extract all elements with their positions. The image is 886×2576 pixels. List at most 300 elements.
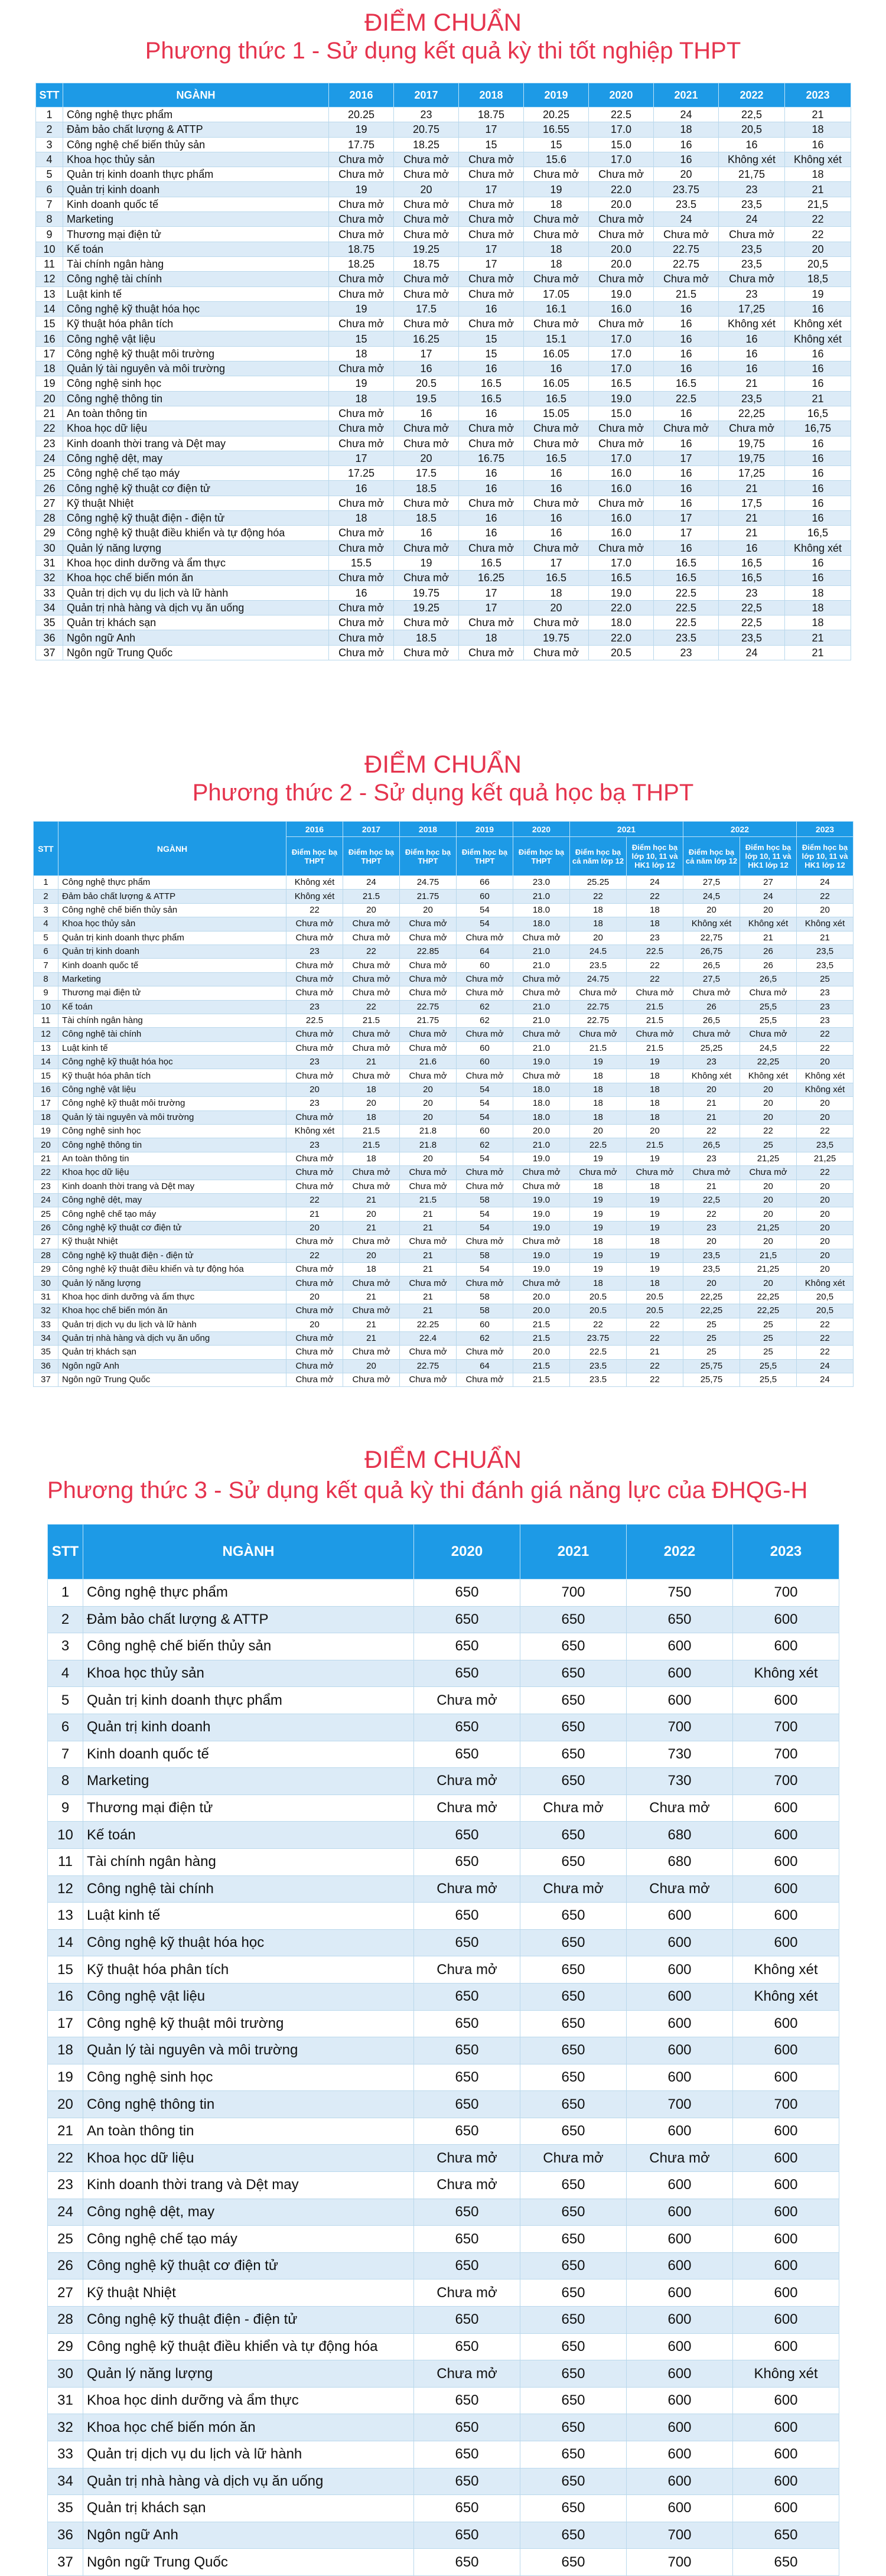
table-cell: 750 bbox=[627, 1580, 733, 1607]
table-cell: Chưa mở bbox=[329, 436, 394, 451]
table-cell: 600 bbox=[733, 2118, 839, 2145]
table-cell: 19 bbox=[570, 1193, 627, 1207]
table-cell: 650 bbox=[414, 1903, 520, 1930]
table-cell: 19.25 bbox=[394, 242, 459, 256]
table-cell: 600 bbox=[627, 1660, 733, 1687]
table-2-header-subcolumn: Điểm học bạ lớp 10, 11 và HK1 lớp 12 bbox=[740, 837, 797, 876]
table-cell: 32 bbox=[36, 571, 63, 585]
major-name-cell: Quản trị kinh doanh thực phẩm bbox=[83, 1687, 414, 1714]
table-cell: Chưa mở bbox=[513, 1166, 570, 1180]
table-row bbox=[48, 2387, 839, 2414]
major-name-cell: Công nghệ kỹ thuật hóa học bbox=[83, 1929, 414, 1956]
table-cell: Chưa mở bbox=[513, 931, 570, 945]
table-cell: 22.5 bbox=[286, 1014, 343, 1027]
major-name-cell: Quản trị kinh doanh bbox=[63, 182, 329, 197]
table-cell: 28 bbox=[48, 2307, 83, 2334]
table-cell: Không xét bbox=[785, 331, 851, 346]
table-cell: 20 bbox=[48, 2091, 83, 2118]
table-cell: 20,5 bbox=[797, 1290, 854, 1304]
table-cell: 600 bbox=[733, 2468, 839, 2495]
table-cell: 650 bbox=[520, 2172, 627, 2199]
table-cell: 20 bbox=[683, 1235, 740, 1249]
table-cell: 3 bbox=[48, 1633, 83, 1660]
table-cell: 15 bbox=[459, 137, 524, 152]
table-cell: 10 bbox=[36, 242, 63, 256]
table-cell: 16.0 bbox=[589, 481, 654, 496]
table-cell: 26,5 bbox=[683, 1138, 740, 1152]
table-row bbox=[34, 1318, 854, 1331]
table-row bbox=[36, 645, 851, 660]
section-3-subtitle: Phương thức 3 - Sử dụng kết quả kỳ thi đánh giá năng lực của ĐHQG-H bbox=[47, 1477, 808, 1503]
table-cell: 16 bbox=[785, 362, 851, 376]
table-cell: 600 bbox=[733, 2441, 839, 2468]
table-cell: 5 bbox=[48, 1687, 83, 1714]
table-cell: 30 bbox=[48, 2360, 83, 2388]
table-cell: 650 bbox=[520, 1983, 627, 2010]
table-row bbox=[36, 362, 851, 376]
major-name-cell: Công nghệ kỹ thuật cơ điện tử bbox=[58, 1221, 286, 1235]
major-name-cell: Công nghệ tài chính bbox=[63, 272, 329, 286]
table-cell: Chưa mở bbox=[394, 272, 459, 286]
table-cell: 27,5 bbox=[683, 876, 740, 890]
major-name-cell: Quản trị nhà hàng và dịch vụ ăn uống bbox=[58, 1331, 286, 1345]
table-cell: 18 bbox=[570, 917, 627, 931]
table-cell: 15 bbox=[34, 1069, 58, 1083]
table-cell: 18 bbox=[329, 511, 394, 526]
table-method-2 bbox=[33, 821, 854, 1387]
table-cell: 650 bbox=[520, 1633, 627, 1660]
table-method-1 bbox=[35, 83, 851, 660]
table-cell: Chưa mở bbox=[459, 167, 524, 182]
table-row bbox=[34, 1041, 854, 1055]
table-cell: 18 bbox=[570, 1097, 627, 1110]
table-row bbox=[48, 2252, 839, 2279]
table-cell: 23 bbox=[719, 286, 785, 301]
table-cell: Chưa mở bbox=[329, 227, 394, 242]
table-cell: 30 bbox=[36, 540, 63, 555]
table-cell: 24 bbox=[654, 108, 719, 122]
table-cell: 650 bbox=[520, 2091, 627, 2118]
table-cell: 650 bbox=[414, 2468, 520, 2495]
table-cell: 25 bbox=[740, 1318, 797, 1331]
table-row bbox=[48, 2010, 839, 2037]
table-cell: 13 bbox=[34, 1041, 58, 1055]
table-row bbox=[34, 876, 854, 890]
table-cell: 25.25 bbox=[570, 876, 627, 890]
table-cell: Chưa mở bbox=[343, 1304, 400, 1318]
table-cell: 19.0 bbox=[513, 1056, 570, 1069]
major-name-cell: Khoa học dữ liệu bbox=[63, 421, 329, 436]
table-row bbox=[34, 1110, 854, 1124]
table-cell: Chưa mở bbox=[286, 959, 343, 972]
table-row bbox=[36, 526, 851, 540]
table-cell: Chưa mở bbox=[329, 645, 394, 660]
table-cell: 21.5 bbox=[343, 890, 400, 903]
table-cell: 17.0 bbox=[589, 331, 654, 346]
table-cell: 25,75 bbox=[683, 1359, 740, 1373]
table-cell: 19.0 bbox=[589, 391, 654, 406]
table-cell: 15 bbox=[48, 1956, 83, 1984]
table-cell: 680 bbox=[627, 1822, 733, 1849]
table-cell: Không xét bbox=[733, 1983, 839, 2010]
table-cell: 650 bbox=[520, 2549, 627, 2576]
table-row bbox=[36, 511, 851, 526]
table-cell: 8 bbox=[48, 1768, 83, 1795]
table-cell: 23 bbox=[683, 1056, 740, 1069]
table-cell: 16.1 bbox=[524, 301, 589, 316]
section-3-title: ĐIỂM CHUẨN bbox=[364, 1445, 522, 1473]
table-cell: 20 bbox=[797, 1110, 854, 1124]
table-cell: 23 bbox=[719, 182, 785, 197]
table-row bbox=[36, 182, 851, 197]
table-cell: 20 bbox=[797, 1221, 854, 1235]
table-cell: 20 bbox=[286, 1221, 343, 1235]
table-cell: Chưa mở bbox=[343, 1166, 400, 1180]
table-cell: 18 bbox=[785, 122, 851, 137]
table-cell: Chưa mở bbox=[414, 1795, 520, 1822]
table-cell: 9 bbox=[48, 1795, 83, 1822]
major-name-cell: Công nghệ kỹ thuật điện - điện tử bbox=[58, 1249, 286, 1262]
table-cell: 20 bbox=[683, 1083, 740, 1096]
table-cell: 18 bbox=[36, 362, 63, 376]
table-3-header-row bbox=[48, 1525, 839, 1580]
table-cell: 16 bbox=[719, 137, 785, 152]
table-cell: 20,5 bbox=[785, 256, 851, 271]
major-name-cell: Công nghệ chế biến thủy sản bbox=[83, 1633, 414, 1660]
table-row bbox=[48, 2468, 839, 2495]
table-cell: 20 bbox=[394, 451, 459, 465]
table-cell: 20 bbox=[740, 1083, 797, 1096]
section-2-subtitle: Phương thức 2 - Sử dụng kết quả học bạ THPT bbox=[192, 780, 694, 806]
table-cell: 24 bbox=[797, 876, 854, 890]
table-cell: 16 bbox=[785, 137, 851, 152]
table-cell: 20 bbox=[286, 1290, 343, 1304]
table-cell: 19.75 bbox=[524, 630, 589, 645]
table-cell: 650 bbox=[520, 2387, 627, 2414]
table-cell: 600 bbox=[733, 2414, 839, 2441]
table-cell: 21 bbox=[400, 1304, 457, 1318]
table-cell: 19 bbox=[329, 301, 394, 316]
table-cell: 18 bbox=[627, 903, 683, 917]
major-name-cell: Kế toán bbox=[83, 1822, 414, 1849]
table-cell: Chưa mở bbox=[414, 1768, 520, 1795]
table-cell: 21.5 bbox=[343, 1125, 400, 1138]
table-cell: 24.5 bbox=[570, 945, 627, 958]
table-cell: 22,25 bbox=[719, 406, 785, 421]
table-cell: 20 bbox=[740, 1180, 797, 1193]
table-cell: 18.5 bbox=[394, 630, 459, 645]
table-cell: 24.75 bbox=[400, 876, 457, 890]
table-cell: 23 bbox=[797, 1000, 854, 1014]
table-row bbox=[48, 2360, 839, 2388]
table-cell: 23.5 bbox=[654, 197, 719, 211]
table-cell: 22,5 bbox=[719, 600, 785, 615]
table-cell: 21 bbox=[683, 1180, 740, 1193]
table-cell: 650 bbox=[733, 2522, 839, 2549]
major-name-cell: Công nghệ vật liệu bbox=[58, 1083, 286, 1096]
table-cell: 20.0 bbox=[513, 1125, 570, 1138]
table-cell: 16 bbox=[785, 555, 851, 570]
table-cell: Chưa mở bbox=[343, 1373, 400, 1387]
table-2-header-year: 2022 bbox=[683, 822, 797, 837]
table-cell: 21.5 bbox=[400, 1193, 457, 1207]
table-cell: 21 bbox=[343, 1290, 400, 1304]
table-cell: 18.0 bbox=[513, 917, 570, 931]
table-cell: 16,5 bbox=[719, 555, 785, 570]
table-cell: 600 bbox=[733, 1822, 839, 1849]
table-row bbox=[48, 2199, 839, 2226]
table-cell: 22 bbox=[570, 890, 627, 903]
table-cell: Chưa mở bbox=[286, 1346, 343, 1359]
table-cell: 20 bbox=[797, 1193, 854, 1207]
table-row bbox=[48, 1822, 839, 1849]
table-cell: 20 bbox=[740, 903, 797, 917]
table-cell: 24 bbox=[343, 876, 400, 890]
table-row bbox=[36, 227, 851, 242]
table-cell: 21.0 bbox=[513, 1000, 570, 1014]
table-cell: 2 bbox=[34, 890, 58, 903]
table-cell: 23 bbox=[797, 1014, 854, 1027]
table-cell: Không xét bbox=[797, 1069, 854, 1083]
table-cell: 600 bbox=[627, 2279, 733, 2307]
table-cell: 19.0 bbox=[589, 286, 654, 301]
table-cell: 20 bbox=[740, 1193, 797, 1207]
table-cell: 16 bbox=[459, 301, 524, 316]
table-cell: 22 bbox=[627, 972, 683, 986]
table-cell: 600 bbox=[627, 2307, 733, 2334]
major-name-cell: Công nghệ sinh học bbox=[83, 2064, 414, 2091]
major-name-cell: Thương mại điện tử bbox=[58, 986, 286, 1000]
table-cell: 20.5 bbox=[394, 376, 459, 391]
table-cell: Chưa mở bbox=[719, 421, 785, 436]
major-name-cell: Quản trị khách sạn bbox=[83, 2495, 414, 2522]
table-cell: 25,75 bbox=[683, 1373, 740, 1387]
table-cell: 17.0 bbox=[589, 152, 654, 167]
table-2-header-subcolumn: Điểm học bạ cả năm lớp 12 bbox=[570, 837, 627, 876]
table-cell: 22.25 bbox=[400, 1318, 457, 1331]
table-2-header-year: 2020 bbox=[513, 822, 570, 837]
table-cell: 26 bbox=[740, 945, 797, 958]
table-row bbox=[48, 1848, 839, 1875]
table-cell: 700 bbox=[627, 2549, 733, 2576]
table-cell: 22 bbox=[343, 945, 400, 958]
table-row bbox=[36, 466, 851, 481]
table-cell: 23.0 bbox=[513, 876, 570, 890]
major-name-cell: Quản trị khách sạn bbox=[58, 1346, 286, 1359]
table-cell: 650 bbox=[520, 1741, 627, 1768]
table-cell: Chưa mở bbox=[400, 1346, 457, 1359]
table-cell: Chưa mở bbox=[513, 986, 570, 1000]
table-row bbox=[34, 1249, 854, 1262]
major-name-cell: Công nghệ tài chính bbox=[83, 1875, 414, 1903]
table-cell: 600 bbox=[627, 1929, 733, 1956]
table-cell: 23,5 bbox=[683, 1262, 740, 1276]
major-name-cell: Luật kinh tế bbox=[58, 1041, 286, 1055]
table-cell: 21 bbox=[785, 108, 851, 122]
table-cell: 600 bbox=[733, 2226, 839, 2253]
table-cell: 16 bbox=[524, 526, 589, 540]
table-cell: 19.0 bbox=[513, 1207, 570, 1221]
table-cell: 17 bbox=[329, 451, 394, 465]
major-name-cell: Quản trị kinh doanh bbox=[58, 945, 286, 958]
table-cell: 3 bbox=[36, 137, 63, 152]
table-cell: 16.5 bbox=[459, 555, 524, 570]
table-row bbox=[36, 555, 851, 570]
table-cell: 21 bbox=[400, 1290, 457, 1304]
table-cell: 25 bbox=[48, 2226, 83, 2253]
table-cell: 29 bbox=[48, 2333, 83, 2360]
table-cell: Chưa mở bbox=[343, 1180, 400, 1193]
table-row bbox=[36, 108, 851, 122]
table-cell: 18 bbox=[34, 1110, 58, 1124]
table-cell: Chưa mở bbox=[524, 540, 589, 555]
table-cell: 23.5 bbox=[654, 630, 719, 645]
table-cell: Chưa mở bbox=[329, 406, 394, 421]
table-row bbox=[34, 1152, 854, 1165]
table-cell: 600 bbox=[733, 2279, 839, 2307]
section-method-2 bbox=[0, 738, 886, 1418]
table-cell: 650 bbox=[733, 2549, 839, 2576]
major-name-cell: Luật kinh tế bbox=[63, 286, 329, 301]
table-cell: 23 bbox=[34, 1180, 58, 1193]
table-cell: 54 bbox=[457, 1152, 513, 1165]
table-cell: 600 bbox=[627, 1903, 733, 1930]
major-name-cell: Quản trị nhà hàng và dịch vụ ăn uống bbox=[83, 2468, 414, 2495]
major-name-cell: Kinh doanh quốc tế bbox=[58, 959, 286, 972]
major-name-cell: Ngôn ngữ Trung Quốc bbox=[63, 645, 329, 660]
table-cell: 21.0 bbox=[513, 1138, 570, 1152]
table-cell: 21,25 bbox=[740, 1262, 797, 1276]
table-cell: 20.0 bbox=[513, 1346, 570, 1359]
table-cell: 18 bbox=[785, 585, 851, 600]
table-cell: 18 bbox=[785, 167, 851, 182]
table-cell: 23 bbox=[654, 645, 719, 660]
table-cell: 20.0 bbox=[589, 197, 654, 211]
table-cell: 650 bbox=[414, 1606, 520, 1633]
table-row bbox=[48, 2414, 839, 2441]
table-cell: Chưa mở bbox=[457, 1276, 513, 1290]
table-cell: 650 bbox=[520, 1660, 627, 1687]
table-cell: Chưa mở bbox=[457, 1069, 513, 1083]
major-name-cell: Công nghệ kỹ thuật môi trường bbox=[58, 1097, 286, 1110]
table-cell: 600 bbox=[627, 2037, 733, 2064]
table-cell: Chưa mở bbox=[740, 1166, 797, 1180]
major-name-cell: Ngôn ngữ Trung Quốc bbox=[58, 1373, 286, 1387]
table-cell: 21.5 bbox=[627, 1041, 683, 1055]
table-cell: 36 bbox=[36, 630, 63, 645]
major-name-cell: An toàn thông tin bbox=[58, 1152, 286, 1165]
major-name-cell: Quản trị khách sạn bbox=[63, 615, 329, 630]
table-row bbox=[48, 2091, 839, 2118]
major-name-cell: Luật kinh tế bbox=[83, 1903, 414, 1930]
table-cell: 31 bbox=[34, 1290, 58, 1304]
table-row bbox=[34, 986, 854, 1000]
table-cell: 600 bbox=[627, 2360, 733, 2388]
table-row bbox=[36, 540, 851, 555]
major-name-cell: Công nghệ kỹ thuật môi trường bbox=[63, 346, 329, 361]
table-cell: 60 bbox=[457, 959, 513, 972]
table-cell: 22,5 bbox=[683, 1193, 740, 1207]
table-cell: 31 bbox=[36, 555, 63, 570]
table-cell: Chưa mở bbox=[570, 1166, 627, 1180]
table-cell: 22 bbox=[797, 1166, 854, 1180]
table-row bbox=[48, 2333, 839, 2360]
table-cell: 16.0 bbox=[589, 526, 654, 540]
table-cell: Chưa mở bbox=[343, 1069, 400, 1083]
table-2-header-subcolumn: Điểm học bạ THPT bbox=[286, 837, 343, 876]
table-cell: 33 bbox=[36, 585, 63, 600]
major-name-cell: Khoa học dinh dưỡng và ẩm thực bbox=[63, 555, 329, 570]
table-cell: 20 bbox=[400, 1152, 457, 1165]
table-cell: 26,5 bbox=[740, 972, 797, 986]
table-cell: Chưa mở bbox=[394, 615, 459, 630]
table-cell: 20 bbox=[797, 903, 854, 917]
table-cell: Chưa mở bbox=[520, 2145, 627, 2172]
table-cell: Không xét bbox=[740, 1069, 797, 1083]
table-cell: 22.0 bbox=[589, 182, 654, 197]
table-cell: 650 bbox=[414, 2307, 520, 2334]
table-cell: 650 bbox=[520, 2226, 627, 2253]
table-cell: Chưa mở bbox=[524, 615, 589, 630]
table-cell: 650 bbox=[520, 2037, 627, 2064]
table-cell: 29 bbox=[34, 1262, 58, 1276]
table-cell: 16 bbox=[654, 496, 719, 510]
table-cell: 24 bbox=[48, 2199, 83, 2226]
table-cell: 26,5 bbox=[683, 1014, 740, 1027]
table-cell: 650 bbox=[414, 1660, 520, 1687]
table-cell: 35 bbox=[36, 615, 63, 630]
table-cell: 18 bbox=[627, 1180, 683, 1193]
table-cell: 18.0 bbox=[513, 1110, 570, 1124]
table-cell: Chưa mở bbox=[457, 972, 513, 986]
table-cell: 16 bbox=[654, 436, 719, 451]
table-cell: 26 bbox=[34, 1221, 58, 1235]
table-cell: Chưa mở bbox=[343, 1235, 400, 1249]
table-cell: Chưa mở bbox=[654, 227, 719, 242]
major-name-cell: Khoa học thủy sản bbox=[63, 152, 329, 167]
table-cell: 17.05 bbox=[524, 286, 589, 301]
major-name-cell: Công nghệ thông tin bbox=[83, 2091, 414, 2118]
table-cell: Chưa mở bbox=[457, 1346, 513, 1359]
table-cell: 650 bbox=[414, 1714, 520, 1741]
table-cell: 9 bbox=[36, 227, 63, 242]
table-3-header-cell: NGÀNH bbox=[83, 1525, 414, 1580]
table-cell: 17 bbox=[459, 256, 524, 271]
table-cell: Chưa mở bbox=[394, 227, 459, 242]
table-row bbox=[36, 376, 851, 391]
table-cell: 22,75 bbox=[683, 931, 740, 945]
table-cell: 19.0 bbox=[513, 1249, 570, 1262]
table-cell: 8 bbox=[34, 972, 58, 986]
table-cell: 22,25 bbox=[683, 1290, 740, 1304]
table-cell: Chưa mở bbox=[400, 972, 457, 986]
table-cell: 24 bbox=[654, 212, 719, 227]
table-cell: 20.0 bbox=[589, 256, 654, 271]
table-cell: 600 bbox=[627, 2010, 733, 2037]
table-cell: 20 bbox=[740, 1276, 797, 1290]
table-cell: 17 bbox=[36, 346, 63, 361]
table-cell: 21 bbox=[719, 481, 785, 496]
table-cell: 20 bbox=[400, 1110, 457, 1124]
table-1-header-cell: STT bbox=[36, 83, 63, 108]
major-name-cell: Ngôn ngữ Anh bbox=[63, 630, 329, 645]
major-name-cell: Công nghệ chế tạo máy bbox=[83, 2226, 414, 2253]
major-name-cell: Kỹ thuật hóa phân tích bbox=[58, 1069, 286, 1083]
table-cell: 650 bbox=[520, 1768, 627, 1795]
table-cell: 21.5 bbox=[627, 1138, 683, 1152]
table-cell: 4 bbox=[34, 917, 58, 931]
table-cell: 18 bbox=[654, 122, 719, 137]
